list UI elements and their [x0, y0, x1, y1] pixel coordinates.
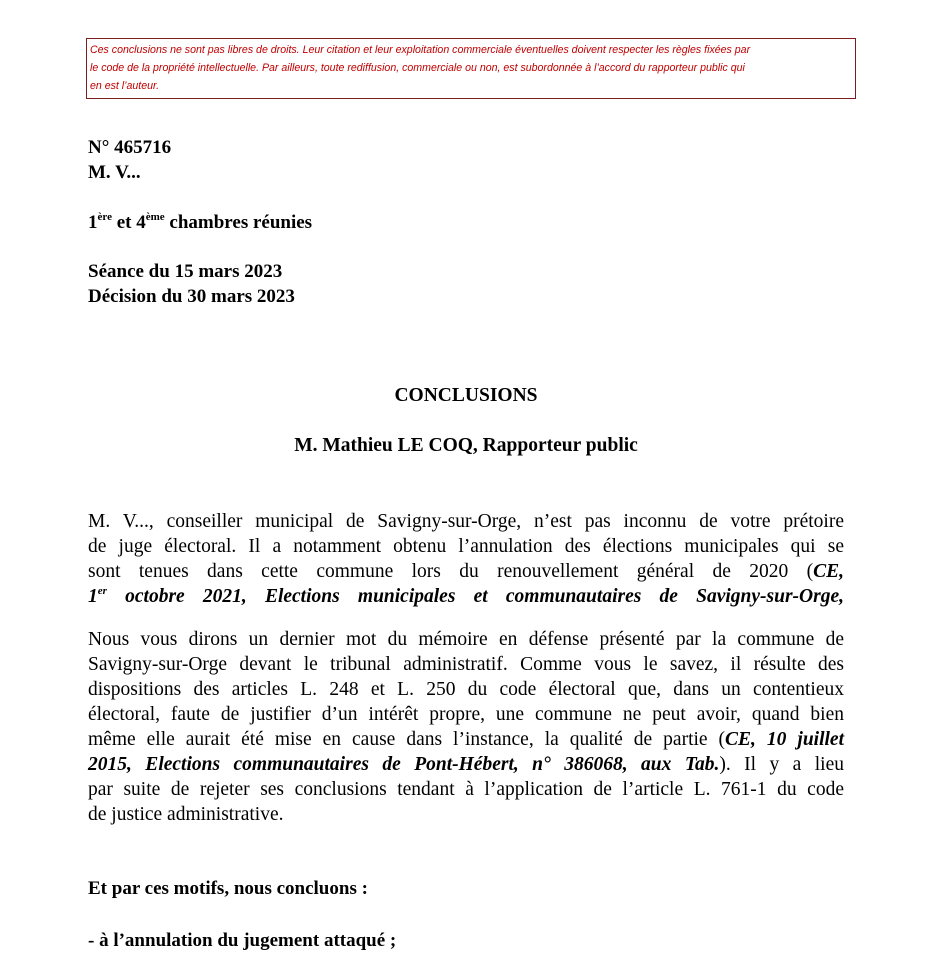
notice-line: le code de la propriété intellectuelle. Par ailleurs, toute rediffusion, commerciale ou non, est subordonnée à l’accord du rapporteur public qui [90, 62, 745, 74]
notice-line: Ces conclusions ne sont pas libres de droits. Leur citation et leur exploitation commerciale éventuelles doivent respecter les règles fixées par [90, 44, 751, 56]
chambers-line: 1ère et 4ème chambres réunies [88, 211, 313, 233]
motifs-heading: Et par ces motifs, nous concluons : [88, 878, 368, 899]
decision-date: Décision du 30 mars 2023 [88, 286, 295, 307]
seance-date: Séance du 15 mars 2023 [88, 261, 283, 282]
paragraph-line: dispositions des articles L. 248 et L. 250 du code électoral que, dans un contentieux [88, 679, 844, 700]
rapporteur-line: M. Mathieu LE COQ, Rapporteur public [294, 435, 638, 456]
paragraph-line: de juge électoral. Il a notamment obtenu l’annulation des élections municipales qui se [88, 536, 844, 557]
paragraph-line: Savigny-sur-Orge devant le tribunal administratif. Comme vous le savez, il résulte des [88, 654, 844, 675]
paragraph-line: sont tenues dans cette commune lors du renouvellement général de 2020 (CE, [88, 561, 844, 582]
conclusion-item: - à l’annulation du jugement attaqué ; [88, 930, 397, 951]
paragraph-line: par suite de rejeter ses conclusions tendant à l’application de l’article L. 761-1 du code [88, 779, 844, 800]
copyright-notice [86, 38, 856, 99]
paragraph-line: 1er octobre 2021, Elections municipales et communautaires de Savigny-sur-Orge, [88, 585, 844, 607]
paragraph-1 [88, 509, 844, 609]
paragraph-2 [88, 627, 844, 827]
party-name: M. V... [88, 162, 141, 183]
paragraph-line: 2015, Elections communautaires de Pont-Hébert, n° 386068, aux Tab.). Il y a lieu [88, 754, 844, 775]
paragraph-line: de justice administrative. [88, 804, 284, 825]
paragraph-line: Nous vous dirons un dernier mot du mémoire en défense présenté par la commune de [88, 629, 844, 650]
paragraph-line: même elle aurait été mise en cause dans l’instance, la qualité de partie (CE, 10 juillet [88, 729, 844, 750]
document-title: CONCLUSIONS [394, 385, 538, 406]
notice-line: en est l’auteur. [90, 80, 160, 92]
paragraph-line: M. V..., conseiller municipal de Savigny-sur-Orge, n’est pas inconnu de votre prétoire [88, 511, 844, 532]
paragraph-line: électoral, faute de justifier d’un intérêt propre, une commune ne peut avoir, quand bien [88, 704, 844, 725]
case-number: N° 465716 [88, 137, 172, 158]
